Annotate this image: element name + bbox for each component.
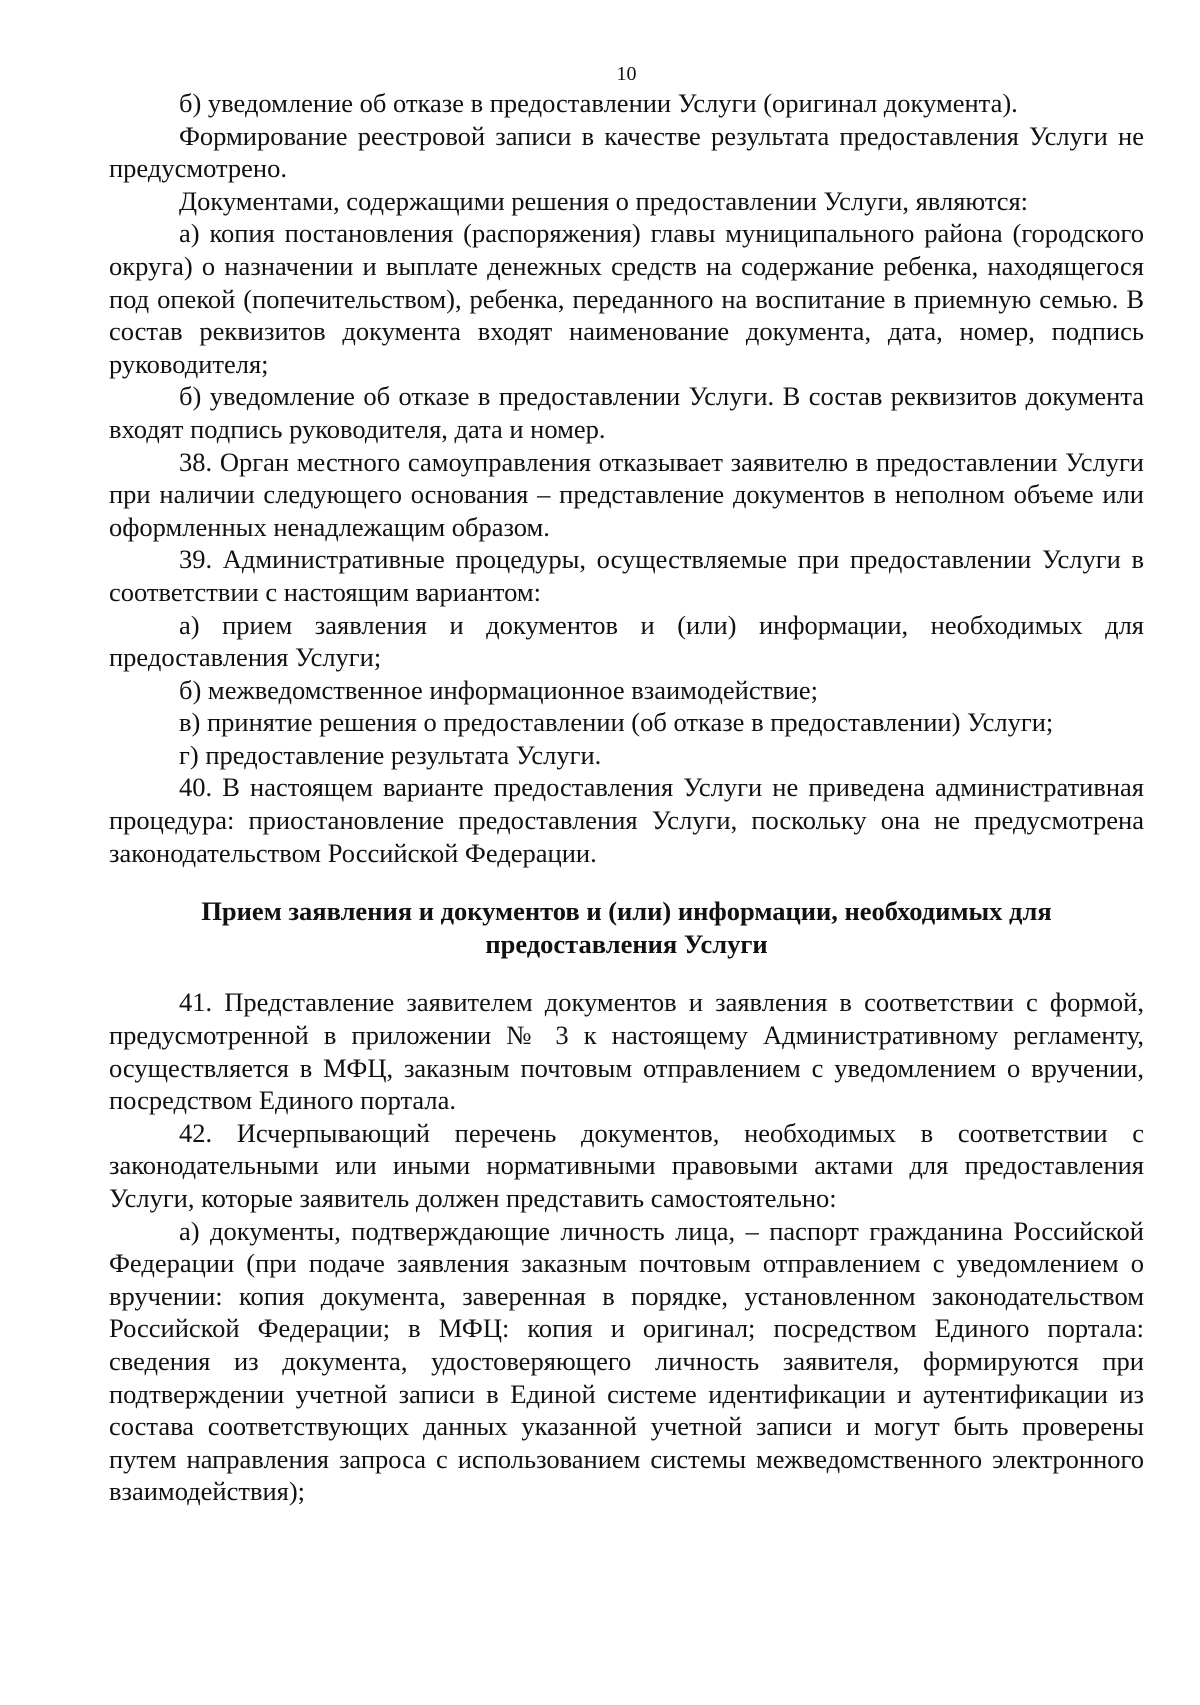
paragraph: б) уведомление об отказе в предоставлении Услуги (оригинал документа). <box>179 88 1018 118</box>
paragraph: Формирование реестровой записи в качестве результата предоставления Услуги не предусмотрено. <box>109 120 1144 184</box>
paragraph: а) копия постановления (распоряжения) главы муниципального района (городского округа) о назначении и выплате денежных средств на содержание ребенка, находящегося под опекой (попечительством), ребенка, переданного на воспитание в приемную семью. В состав реквизитов документа входят наименование документа, дата, номер, подпись руководителя; <box>109 218 1144 379</box>
paragraph: в) принятие решения о предоставлении (об отказе в предоставлении) Услуги; <box>179 707 1054 738</box>
paragraph: 39. Административные процедуры, осуществляемые при предоставлении Услуги в соответствии с настоящим вариантом: <box>109 544 1144 607</box>
page-number: 10 <box>616 63 637 85</box>
paragraph: 42. Исчерпывающий перечень документов, необходимых в соответствии с законодательными или иными нормативными правовыми актами для предоставления Услуги, которые заявитель должен представить самостоятельно: <box>109 1117 1144 1213</box>
paragraph: б) межведомственное информационное взаимодействие; <box>179 674 819 705</box>
paragraph: Документами, содержащими решения о предоставлении Услуги, являются: <box>179 185 1029 216</box>
paragraph: г) предоставление результата Услуги. <box>179 739 602 770</box>
paragraph: а) прием заявления и документов и (или) информации, необходимых для предоставления Услуги; <box>109 609 1144 673</box>
section-heading: Прием заявления и документов и (или) информации, необходимых для предоставления Услуги <box>201 896 1052 959</box>
paragraph: 40. В настоящем варианте предоставления Услуги не приведена административная процедура: приостановление предоставления Услуги, поскольку она не предусмотрена законодательством Российской Федерации. <box>109 772 1144 868</box>
paragraph: а) документы, подтверждающие личность лица, – паспорт гражданина Российской Федерации (при подаче заявления заказным почтовым отправлением с уведомлением о вручении: копия документа, заверенная в порядке, установленном законодательством Российской Федерации; в МФЦ: копия и оригинал; посредством Единого портала: сведения из документа, удостоверяющего личность заявителя, формируются при подтверждении учетной записи в Единой системе идентификации и аутентификации из состава соответствующих данных указанной учетной записи и могут быть проверены путем направления запроса с использованием системы межведомственного электронного взаимодействия); <box>109 1215 1144 1507</box>
paragraph: б) уведомление об отказе в предоставлении Услуги. В состав реквизитов документа входят подпись руководителя, дата и номер. <box>109 381 1144 444</box>
paragraph: 38. Орган местного самоуправления отказывает заявителю в предоставлении Услуги при наличии следующего основания – представление документов в неполном объеме или оформленных ненадлежащим образом. <box>109 446 1144 542</box>
paragraph: 41. Представление заявителем документов и заявления в соответствии с формой, предусмотренной в приложении № 3 к настоящему Административному регламенту, осуществляется в МФЦ, заказным почтовым отправлением с уведомлением о вручении, посредством Единого портала. <box>109 987 1144 1116</box>
